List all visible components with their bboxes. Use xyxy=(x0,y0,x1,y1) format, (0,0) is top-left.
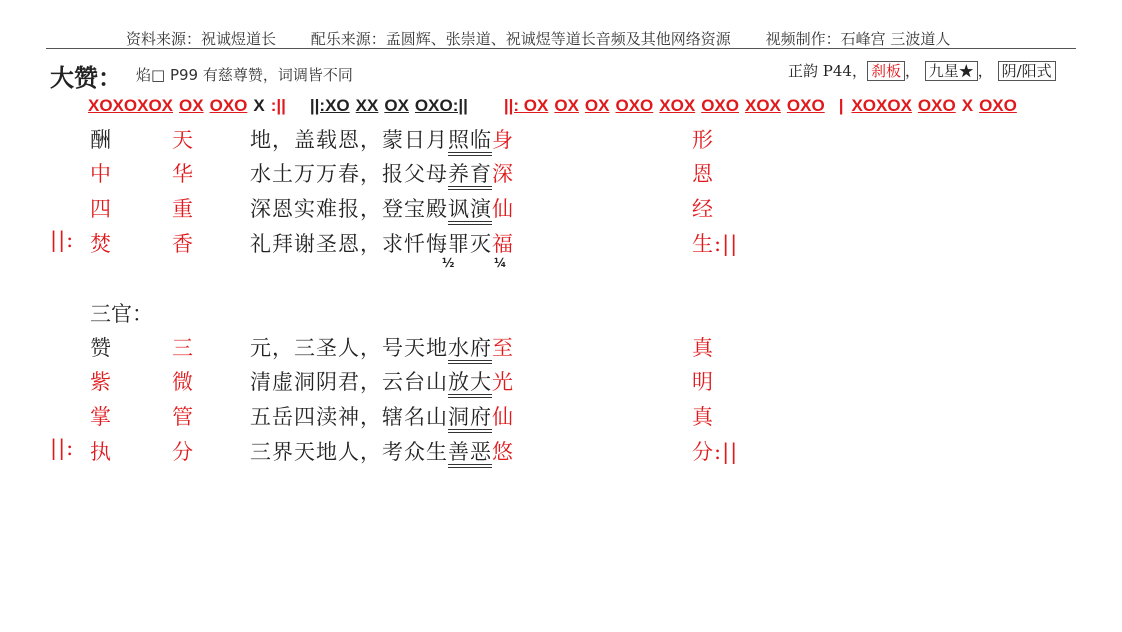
verse-char-1: 中 xyxy=(90,162,112,186)
verse-text: 三界天地人，考众生善恶悠 xyxy=(250,436,514,466)
rhythm-token: OXO xyxy=(209,96,248,115)
verse-char-2: 分 xyxy=(172,440,194,464)
rhythm-token: OX xyxy=(384,96,409,115)
verse-last: 分:|| xyxy=(692,440,739,464)
verse-char-1: 酬 xyxy=(90,128,112,152)
verse-text: 深恩实难报，登宝殿讽演仙 xyxy=(250,193,514,223)
credit-video: 视频制作：石峰宫 三波道人 xyxy=(765,30,951,48)
verse-char-2: 管 xyxy=(172,405,194,429)
verse-char-1: 掌 xyxy=(90,405,112,429)
rhythm-token: OX xyxy=(179,96,204,115)
meta-info xyxy=(788,60,1056,81)
verse-last: 明 xyxy=(692,370,714,394)
rhythm-token: OX xyxy=(554,96,579,115)
meta-comma-2: ， xyxy=(977,62,993,80)
rhythm-token: OXO xyxy=(979,96,1017,115)
verse-char-1: 执 xyxy=(90,440,112,464)
meta-board: 刹板 xyxy=(867,61,905,81)
rhythm-token: ||:XO xyxy=(309,96,350,115)
rhythm-bar: | xyxy=(838,96,844,115)
rhythm-token: X xyxy=(961,96,974,115)
verse-last: 真 xyxy=(692,336,714,360)
verse-text: 礼拜谢圣恩，求忏悔罪灭福 xyxy=(250,232,514,256)
header-divider xyxy=(46,48,1076,49)
rhythm-token: XOXOXOX xyxy=(88,96,174,115)
verse-char-2: 重 xyxy=(172,197,194,221)
rhythm-token: ||: OX xyxy=(503,96,549,115)
verse-char-1: 紫 xyxy=(90,370,112,394)
repeat-open: ||: xyxy=(50,228,75,252)
verse-text: 五岳四渎神，辖名山洞府仙 xyxy=(250,401,514,431)
rhythm-token: XX xyxy=(355,96,379,115)
verse-char-2: 华 xyxy=(172,162,194,186)
verse-char-1: 焚 xyxy=(90,232,112,256)
rhythm-notation xyxy=(88,96,1023,116)
verse-last: 形 xyxy=(692,128,714,152)
section-heading: 三官： xyxy=(90,302,153,326)
rhythm-token: OXO xyxy=(615,96,654,115)
rhythm-token: X xyxy=(253,96,265,115)
rhythm-token: OXO:|| xyxy=(414,96,468,115)
meta-comma: ， xyxy=(904,62,920,80)
page-title: 大赞： xyxy=(50,63,122,92)
credits-line xyxy=(126,28,980,49)
verse-char-2: 香 xyxy=(172,232,194,256)
rhythm-repeat: :|| xyxy=(270,96,286,115)
verse-last: 恩 xyxy=(692,162,714,186)
verse-last: 生:|| xyxy=(692,232,739,256)
verse-char-2: 天 xyxy=(172,128,194,152)
rhythm-token: XOX xyxy=(659,96,696,115)
verse-last: 经 xyxy=(692,197,714,221)
repeat-open: ||: xyxy=(50,436,75,460)
verse-text: 地，盖载恩，蒙日月照临身 xyxy=(250,124,514,154)
meta-nine-star: 九星★ xyxy=(925,61,978,81)
fraction-mark: ¼ xyxy=(494,256,507,270)
verse-char-1: 赞 xyxy=(90,336,112,360)
verse-text: 清虚洞阴君，云台山放大光 xyxy=(250,366,514,396)
verse-char-2: 三 xyxy=(172,336,194,360)
verse-text: 水土万万春，报父母养育深 xyxy=(250,158,514,188)
verse-last: 真 xyxy=(692,405,714,429)
credit-source: 资料来源：祝诚煜道长 xyxy=(126,30,277,48)
meta-page: 正韵 P44， xyxy=(788,62,867,80)
page-subtitle: 焰□ P99 有慈尊赞，词调皆不同 xyxy=(136,66,353,84)
credit-music: 配乐来源：孟圆辉、张崇道、祝诚煜等道长音频及其他网络资源 xyxy=(310,30,731,48)
fraction-mark: ½ xyxy=(442,256,455,270)
rhythm-token: XOXOX xyxy=(851,96,912,115)
verse-text: 元，三圣人，号天地水府至 xyxy=(250,332,514,362)
rhythm-token: XOX xyxy=(744,96,781,115)
rhythm-token: OXO xyxy=(701,96,739,115)
verse-char-1: 四 xyxy=(90,197,112,221)
verse-char-2: 微 xyxy=(172,370,194,394)
rhythm-token: OXO xyxy=(917,96,956,115)
rhythm-token: OXO xyxy=(786,96,825,115)
meta-yinyang: 阴/阳式 xyxy=(998,61,1056,81)
rhythm-token: OX xyxy=(584,96,610,115)
